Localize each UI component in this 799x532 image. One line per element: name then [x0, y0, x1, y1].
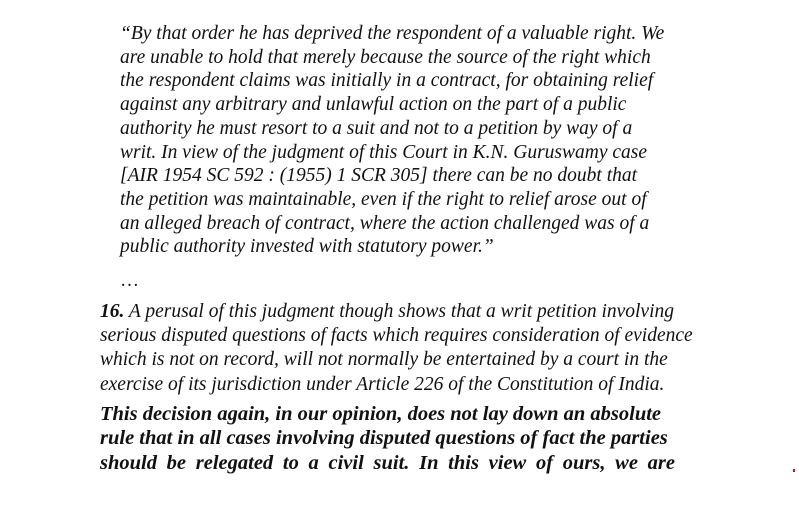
- quote-line: authority he must resort to a suit and not to a petition by way of a: [120, 117, 633, 139]
- emphasized-line: This decision again, in our opinion, does not lay down an absolute: [100, 403, 662, 425]
- block-quote: [120, 22, 665, 259]
- quote-line: the respondent claims was initially in a contract, for obtaining relief: [120, 70, 654, 92]
- emphasized-text: [100, 402, 680, 475]
- margin-mark: [793, 469, 795, 472]
- emphasized-line: should be relegated to a civil suit. In this view of ours, we are: [100, 451, 675, 474]
- paragraph-line: exercise of its jurisdiction under Article 226 of the Constitution of India.: [100, 373, 665, 395]
- quote-line: writ. In view of the judgment of this Court in K.N. Guruswamy case: [120, 141, 648, 163]
- quote-line: public authority invested with statutory power.”: [120, 236, 494, 258]
- emphasized-line: rule that in all cases involving disputed questions of fact the parties: [100, 427, 668, 450]
- paragraph-16: [100, 300, 693, 397]
- quote-line: the petition was maintainable, even if the right to relief arose out of: [120, 188, 647, 210]
- paragraph-number: 16.: [100, 301, 125, 322]
- quote-ellipsis: …: [120, 270, 139, 291]
- quote-line: against any arbitrary and unlawful action on the part of a public: [120, 94, 627, 116]
- paragraph-line: serious disputed questions of facts which requires consideration of evidence: [100, 325, 693, 347]
- paragraph-first-line-text: A perusal of this judgment though shows that a writ petition involving: [124, 301, 675, 322]
- quote-line: “By that order he has deprived the respondent of a valuable right. We: [120, 23, 665, 44]
- quote-line: [AIR 1954 SC 592 : (1955) 1 SCR 305] there can be no doubt that: [120, 165, 638, 187]
- quote-line: are unable to hold that merely because the source of the right which: [120, 46, 651, 68]
- quote-line: an alleged breach of contract, where the action challenged was of a: [120, 212, 650, 234]
- paragraph-line: which is not on record, will not normally be entertained by a court in the: [100, 349, 668, 371]
- paragraph-first-line: [100, 300, 680, 324]
